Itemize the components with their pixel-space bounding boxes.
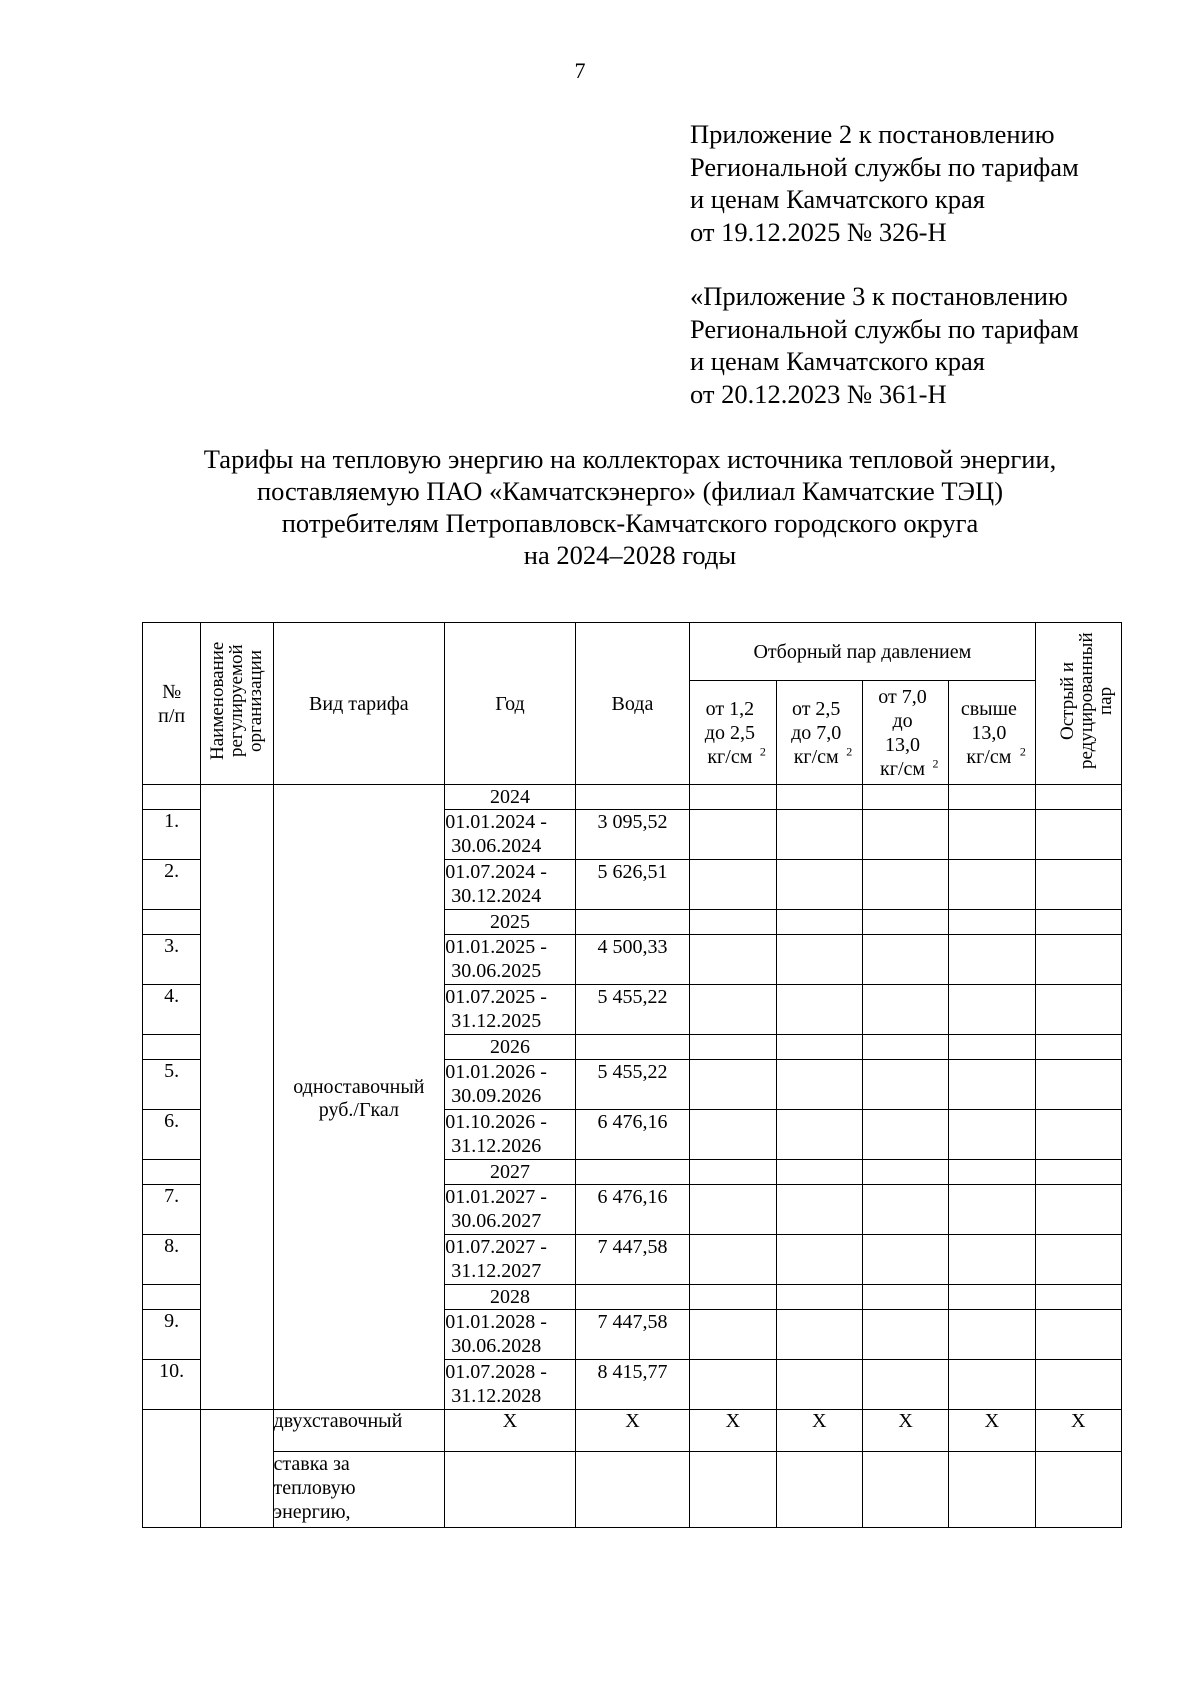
water-value: 3 095,52 [575,810,689,860]
x-mark: X [1035,1410,1121,1452]
row-number: 5. [143,1060,201,1110]
annex-line: от 20.12.2023 № 361-Н [690,378,947,409]
year-label: 2025 [445,910,576,935]
period-cell [445,1235,576,1285]
period-from: 01.07.2025 - [445,986,547,1008]
annex-previous-reference [690,280,1160,410]
period-cell [445,1310,576,1360]
annex-line: Региональной службы по тарифам [690,313,1079,344]
organization-cell [201,785,273,1410]
period-to: 31.12.2026 [451,1135,542,1157]
title-line: потребителям Петропавловск-Камчатского городского округа [281,508,979,538]
stavka-line: тепловую [273,1477,356,1499]
x-mark: X [862,1410,948,1452]
annex-line: Региональной службы по тарифам [690,151,1079,182]
row-number: 2. [143,860,201,910]
annex-line: и ценам Камчатского края [690,184,985,214]
header-steam-3: от 7,0 до 13,0 кг/см $^2$ [862,681,948,785]
period-from: 01.07.2027 - [445,1236,547,1258]
period-cell [445,810,576,860]
row-number: 8. [143,1235,201,1285]
period-cell [445,1110,576,1160]
period-cell [445,985,576,1035]
header-organization: Наименование регулируемой организации [201,623,273,785]
period-to: 30.06.2027 [451,1210,542,1232]
x-mark: X [445,1410,576,1452]
water-value: 7 447,58 [575,1310,689,1360]
year-label: 2028 [445,1285,576,1310]
year-label: 2024 [445,785,576,810]
tariff-table [142,622,1122,1528]
tariff-kind-unit: руб./Гкал [318,1099,399,1121]
title-line: на 2024–2028 годы [523,540,737,570]
page-number: 7 [574,58,586,83]
header-steam-group: Отборный пар давлением [690,623,1035,681]
period-to: 30.06.2025 [451,960,542,982]
period-from: 01.10.2026 - [445,1111,547,1133]
header-year: Год [445,623,576,785]
period-cell [445,860,576,910]
row-number: 6. [143,1110,201,1160]
two-part-row [143,1410,1122,1452]
row-number: 10. [143,1360,201,1410]
water-value: 6 476,16 [575,1185,689,1235]
row-number: 7. [143,1185,201,1235]
water-value: 8 415,77 [575,1360,689,1410]
header-live-steam: Острый и редуцированный пар [1035,623,1121,785]
header-steam-4: свыше 13,0 кг/см $^2$ [949,681,1035,785]
period-from: 01.01.2025 - [445,936,547,958]
annex-current-reference [690,118,1160,248]
energy-rate-label [273,1452,445,1528]
water-value: 7 447,58 [575,1235,689,1285]
row-number: 9. [143,1310,201,1360]
cell [143,1410,201,1528]
header-steam-2: от 2,5 до 7,0 кг/см $^2$ [776,681,862,785]
period-from: 01.01.2026 - [445,1061,547,1083]
year-row [143,785,1122,810]
period-from: 01.01.2024 - [445,811,547,833]
period-from: 01.07.2028 - [445,1361,547,1383]
water-value: 5 455,22 [575,1060,689,1110]
period-to: 30.06.2028 [451,1335,542,1357]
period-to: 30.09.2026 [451,1085,542,1107]
stavka-row [143,1452,1122,1528]
period-to: 31.12.2028 [451,1385,542,1407]
row-number: 1. [143,810,201,860]
x-mark: X [690,1410,776,1452]
tariff-kind-single [273,785,445,1410]
header-num: № п/п [143,623,201,785]
row-number: 3. [143,935,201,985]
period-cell [445,935,576,985]
header-water: Вода [575,623,689,785]
annex-line: от 19.12.2025 № 326-Н [690,216,947,247]
water-value: 4 500,33 [575,935,689,985]
annex-line: «Приложение 3 к постановлению [690,281,1068,311]
header-tariff-kind: Вид тарифа [273,623,445,785]
year-label: 2026 [445,1035,576,1060]
period-cell [445,1360,576,1410]
annex-line: и ценам Камчатского края [690,346,985,376]
tariff-kind-two-part: двухставочный [273,1410,445,1452]
title-line: поставляемую ПАО «Камчатскэнерго» (филиал Камчатские ТЭЦ) [256,476,1004,506]
cell [143,785,201,810]
period-to: 30.06.2024 [451,835,542,857]
period-cell [445,1185,576,1235]
stavka-line: ставка за [273,1453,350,1475]
row-number: 4. [143,985,201,1035]
annex-line: Приложение 2 к постановлению [690,119,1055,149]
x-mark: X [949,1410,1035,1452]
water-value: 5 626,51 [575,860,689,910]
x-mark: X [575,1410,689,1452]
period-from: 01.07.2024 - [445,861,547,883]
title-line: Тарифы на тепловую энергию на коллекторах источника тепловой энергии, [203,444,1057,474]
period-from: 01.01.2028 - [445,1311,547,1333]
organization-cell [201,1410,273,1528]
period-from: 01.01.2027 - [445,1186,547,1208]
header-steam-1: от 1,2 до 2,5 кг/см $^2$ [690,681,776,785]
header-row [143,623,1122,681]
x-mark: X [776,1410,862,1452]
document-title [0,443,1200,571]
water-value: 5 455,22 [575,985,689,1035]
period-to: 30.12.2024 [451,885,542,907]
water-value: 6 476,16 [575,1110,689,1160]
period-to: 31.12.2027 [451,1260,542,1282]
stavka-line: энергию, [273,1501,351,1523]
period-to: 31.12.2025 [451,1010,542,1032]
tariff-kind-label: одноставочный [293,1076,425,1098]
year-label: 2027 [445,1160,576,1185]
period-cell [445,1060,576,1110]
